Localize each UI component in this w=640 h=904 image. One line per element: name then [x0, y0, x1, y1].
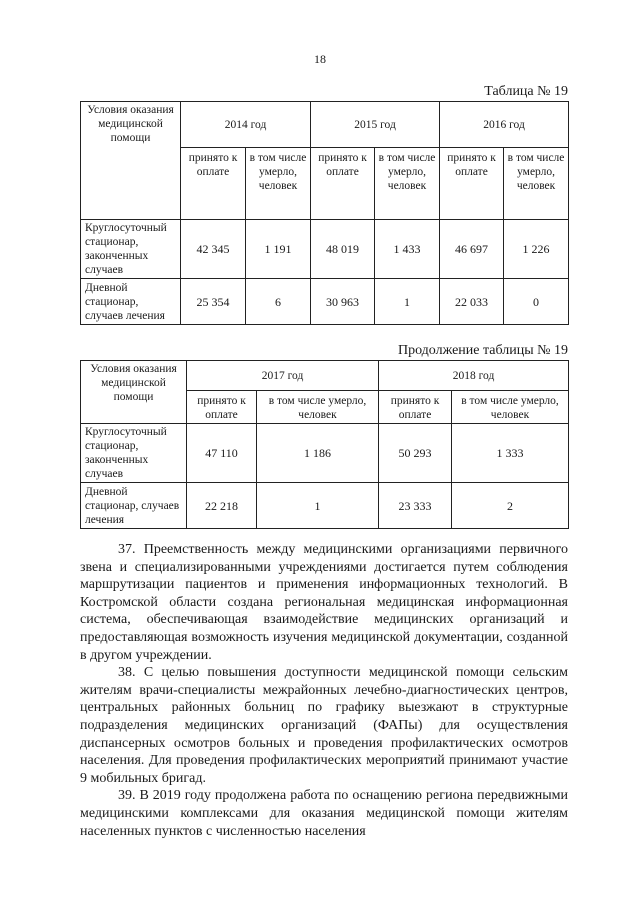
table-cell: 6 [246, 279, 311, 325]
table-caption: Продолжение таблицы № 19 [397, 343, 568, 358]
accepted-header: принято к оплате [311, 148, 375, 220]
table-cell: 22 033 [440, 279, 504, 325]
row-label: Дневной стационар, случаев лечения [81, 279, 181, 325]
died-header: в том числе умерло, человек [452, 391, 569, 424]
table-cell: 50 293 [379, 424, 452, 483]
table-cell: 23 333 [379, 483, 452, 529]
accepted-header: принято к оплате [181, 148, 246, 220]
died-header: в том числе умерло, человек [246, 148, 311, 220]
table-cell: 47 110 [187, 424, 257, 483]
died-header: в том числе умерло, человек [375, 148, 440, 220]
paragraph: 37. Преемственность между медицинскими организациями первичного звена и специализированными учреждениями достигается путем соблюдения маршрутизации пациентов и применения информационных технологий. В Костромской области создана региональная медицинская информационная система, обеспечивающая взаимодействие медицинских организаций и предоставляющая возможность изучения медицинской документации, созданной в другом учреждении. [80, 542, 568, 663]
table-cell: 30 963 [311, 279, 375, 325]
table-header-row [81, 361, 569, 391]
table-cell: 48 019 [311, 220, 375, 279]
data-table [80, 101, 569, 325]
row-label: Круглосуточный стационар, законченных случаев [81, 220, 181, 279]
table-caption: Таблица № 19 [484, 84, 568, 99]
table-row [81, 424, 569, 483]
page-number: 18 [314, 52, 326, 66]
year-header: 2015 год [311, 102, 440, 148]
table-row [81, 220, 569, 279]
table-cell: 46 697 [440, 220, 504, 279]
table-cell: 25 354 [181, 279, 246, 325]
table-header-row [81, 102, 569, 148]
accepted-header: принято к оплате [379, 391, 452, 424]
paragraph: 39. В 2019 году продолжена работа по оснащению региона передвижными медицинскими комплексами для оказания медицинской помощи жителям населенных пунктов с численностью населения [80, 788, 568, 839]
accepted-header: принято к оплате [440, 148, 504, 220]
year-header: 2017 год [187, 361, 379, 391]
paragraph: 38. С целью повышения доступности медицинской помощи сельским жителям врачи-специалисты межрайонных лечебно-диагностических центров, центральных районных больниц по графику выезжают в структурные подразделения медицинских организаций (ФАПы) для осуществления диспансерных осмотров больных и проведения профилактических осмотров населения. Для проведения профилактических мероприятий принимают участие 9 мобильных бригад. [80, 665, 568, 786]
table-row [81, 279, 569, 325]
row-label: Дневной стационар, случаев лечения [81, 483, 187, 529]
year-header: 2014 год [181, 102, 311, 148]
year-header: 2018 год [379, 361, 569, 391]
table-cell: 22 218 [187, 483, 257, 529]
died-header: в том числе умерло, человек [257, 391, 379, 424]
table-cell: 1 433 [375, 220, 440, 279]
table-row [81, 483, 569, 529]
data-table [80, 360, 569, 529]
died-header: в том числе умерло, человек [504, 148, 569, 220]
body-text [80, 541, 568, 840]
table-cell: 1 [375, 279, 440, 325]
year-header: 2016 год [440, 102, 569, 148]
table-cell: 1 333 [452, 424, 569, 483]
condition-header: Условия оказания медицинской помощи [81, 102, 181, 220]
accepted-header: принято к оплате [187, 391, 257, 424]
table-cell: 42 345 [181, 220, 246, 279]
table-cell: 1 191 [246, 220, 311, 279]
table-cell: 2 [452, 483, 569, 529]
table-cell: 0 [504, 279, 569, 325]
table-cell: 1 226 [504, 220, 569, 279]
condition-header: Условия оказания медицинской помощи [81, 361, 187, 424]
table-cell: 1 186 [257, 424, 379, 483]
table-cell: 1 [257, 483, 379, 529]
row-label: Круглосуточный стационар, законченных случаев [81, 424, 187, 483]
